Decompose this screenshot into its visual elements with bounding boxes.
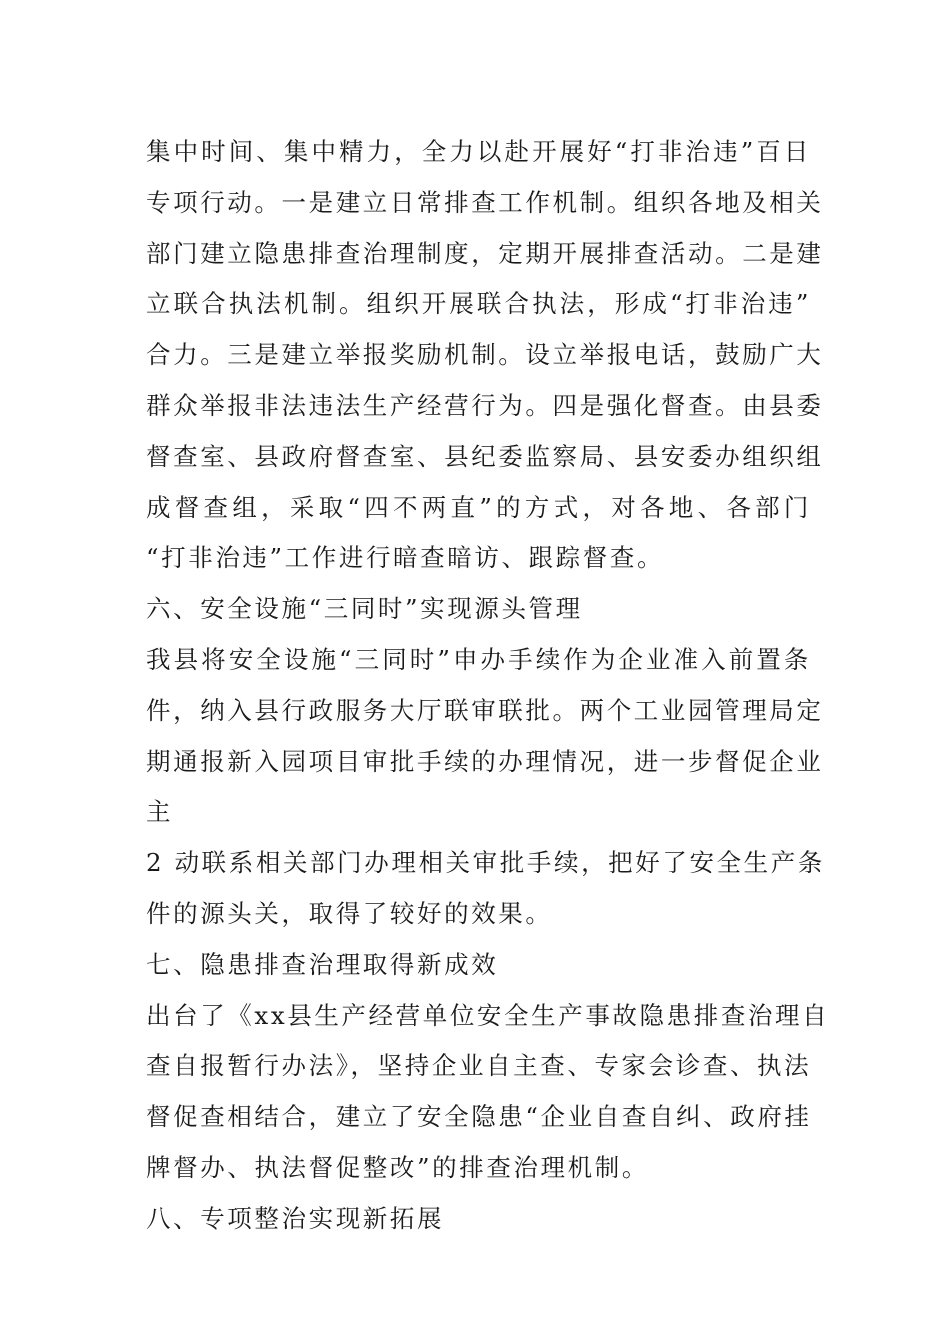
text-line: 群众举报非法违法生产经营行为。四是强化督查。由县委: [146, 390, 824, 420]
text-line: 专项行动。一是建立日常排查工作机制。组织各地及相关: [146, 187, 824, 217]
text-line: 查自报暂行办法》，坚持企业自主查、专家会诊查、执法: [146, 1051, 812, 1081]
text-line: 件的源头关，取得了较好的效果。: [146, 898, 553, 928]
text-line: 2 动联系相关部门办理相关审批手续，把好了安全生产条: [146, 848, 825, 878]
text-line: 集中时间、集中精力，全力以赴开展好“打非治违”百日: [146, 137, 811, 166]
text-line: 期通报新入园项目审批手续的办理情况，进一步督促企业: [146, 746, 824, 776]
text-line: 七、隐患排查治理取得新成效: [146, 949, 499, 979]
body-text: [146, 127, 830, 1245]
text-line: 督查室、县政府督查室、县纪委监察局、县安委办组织组: [146, 441, 824, 471]
text-line: 合力。三是建立举报奖励机制。设立举报电话，鼓励广大: [146, 340, 824, 370]
text-line: 六、安全设施“三同时”实现源头管理: [146, 594, 583, 624]
text-line: “打非治违”工作进行暗查暗访、跟踪督查。: [146, 543, 665, 573]
text-line: 部门建立隐患排查治理制度，定期开展排查活动。二是建: [146, 238, 824, 268]
text-line: 督促查相结合，建立了安全隐患“企业自查自纠、政府挂: [146, 1102, 812, 1132]
text-line: 主: [146, 797, 174, 827]
text-line: 我县将安全设施“三同时”申办手续作为企业准入前置条: [146, 644, 811, 674]
text-line: 件，纳入县行政服务大厅联审联批。两个工业园管理局定: [146, 695, 824, 725]
text-line: 成督查组，采取“四不两直”的方式，对各地、各部门: [146, 492, 811, 522]
text-line: 牌督办、执法督促整改”的排查治理机制。: [146, 1152, 649, 1182]
text-line: 出台了《xx县生产经营单位安全生产事故隐患排查治理自: [146, 1000, 830, 1030]
text-line: 八、专项整治实现新拓展: [146, 1203, 445, 1233]
text-line: 立联合执法机制。组织开展联合执法，形成“打非治违”: [146, 289, 811, 319]
